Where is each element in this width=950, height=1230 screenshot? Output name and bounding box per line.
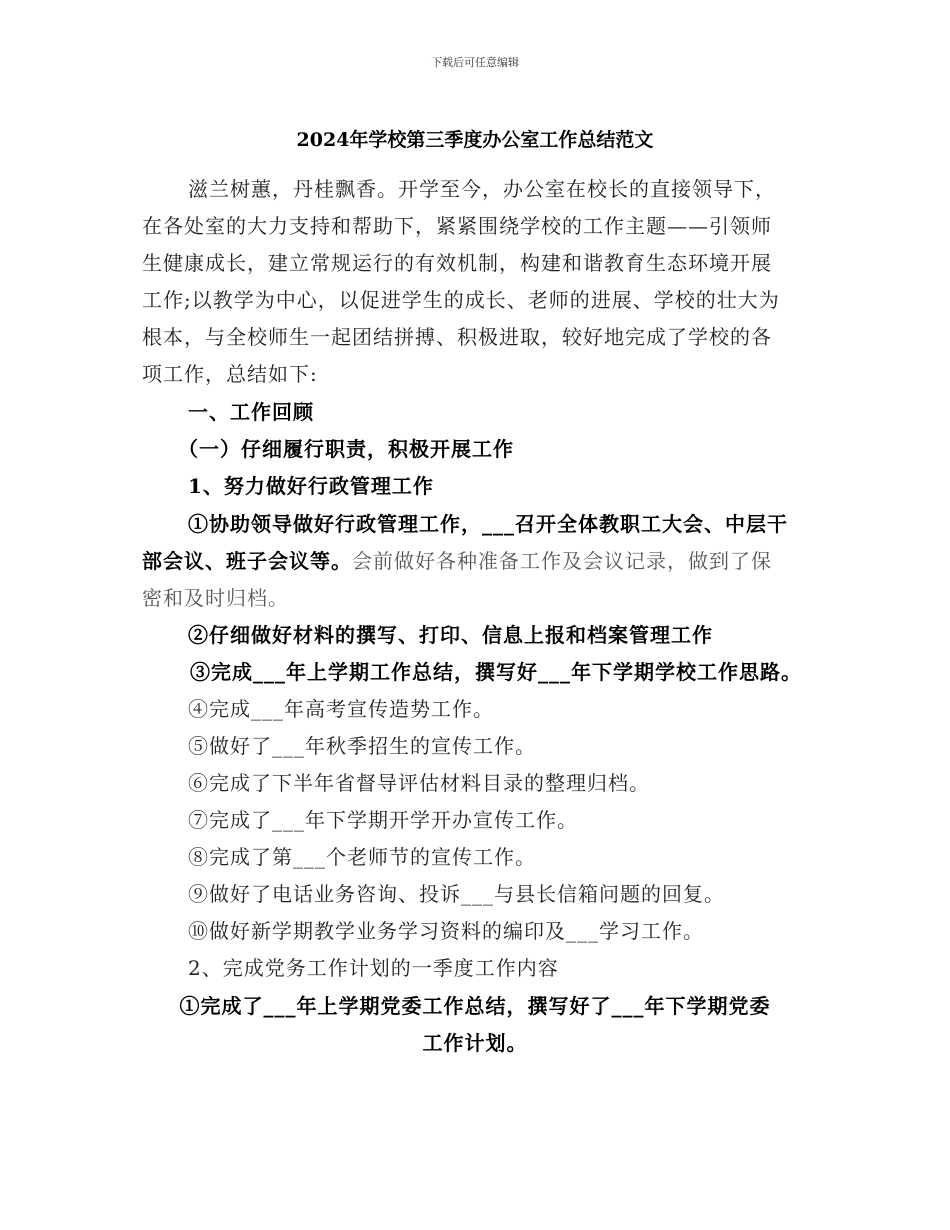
intro-line: 工作;以教学为中心，以促进学生的成长、老师的进展、学校的壮大为	[142, 288, 780, 312]
intro-line: 在各处室的大力支持和帮助下，紧紧围绕学校的工作主题——引领师	[142, 214, 772, 238]
list-item: ⑧完成了第___个老师节的宣传工作。	[188, 845, 536, 869]
paragraph-line: 密和及时归档。	[142, 586, 289, 610]
intro-line: 滋兰树蕙，丹桂飘香。开学至今，办公室在校长的直接领导下，	[188, 177, 776, 201]
document-title: 2024年学校第三季度办公室工作总结范文	[296, 129, 654, 151]
section-heading: 一、工作回顾	[188, 400, 314, 424]
item-heading: 2、完成党务工作计划的一季度工作内容	[188, 956, 559, 980]
paragraph-line	[142, 545, 772, 574]
list-item: ⑩做好新学期教学业务学习资料的编印及___学习工作。	[188, 919, 704, 943]
intro-line: 生健康成长，建立常规运行的有效机制，构建和谐教育生态环境开展	[142, 251, 772, 275]
intro-line: 根本，与全校师生一起团结拼搏、积极进取，较好地完成了学校的各	[142, 325, 772, 349]
list-item: ⑤做好了___年秋季招生的宣传工作。	[188, 734, 536, 758]
paragraph-bold-part: 部会议、班子会议等。	[142, 549, 352, 573]
intro-line: 项工作，总结如下:	[142, 362, 318, 386]
paragraph-line: ①完成了___年上学期党委工作总结，撰写好了___年下学期党委	[179, 994, 771, 1018]
subsection-heading: （一）仔细履行职责，积极开展工作	[178, 437, 514, 461]
list-item: ④完成___年高考宣传造势工作。	[188, 697, 494, 721]
list-item: ③完成___年上学期工作总结，撰写好___年下学期学校工作思路。	[190, 660, 802, 684]
paragraph-line: ①协助领导做好行政管理工作，___召开全体教职工大会、中层干	[188, 512, 788, 536]
page-header: 下载后可任意编辑	[431, 56, 519, 69]
paragraph-line: 工作计划。	[422, 1031, 528, 1055]
list-item: ⑦完成了___年下学期开学开办宣传工作。	[188, 808, 578, 832]
paragraph-rest-part: 会前做好各种准备工作及会议记录，做到了保	[352, 549, 772, 573]
item-heading: 1、努力做好行政管理工作	[188, 474, 434, 498]
list-item: ②仔细做好材料的撰写、打印、信息上报和档案管理工作	[188, 623, 713, 647]
list-item: ⑨做好了电话业务咨询、投诉___与县长信箱问题的回复。	[188, 882, 725, 906]
list-item: ⑥完成了下半年省督导评估材料目录的整理归档。	[188, 771, 650, 795]
